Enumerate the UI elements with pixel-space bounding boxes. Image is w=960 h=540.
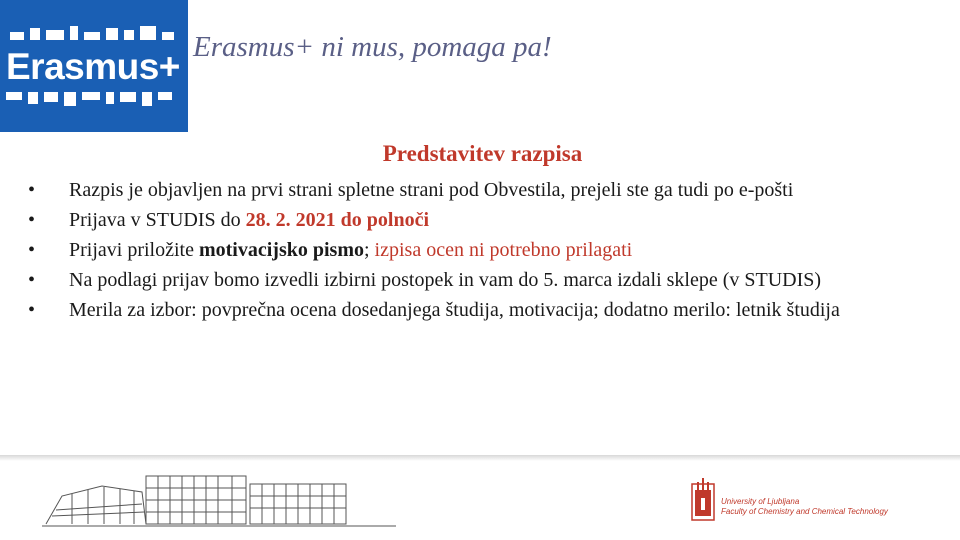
slide-title: Predstavitev razpisa <box>382 141 583 166</box>
bullet-item <box>28 178 933 202</box>
bullet-item <box>28 268 933 292</box>
bullet-text: Merila za izbor: povprečna ocena dosedanjega študija, motivacija; dodatno merilo: letnik študija <box>69 299 840 321</box>
tagline: Erasmus+ ni mus, pomaga pa! <box>193 31 552 63</box>
footer-divider <box>0 455 960 461</box>
bullet-text: ; <box>363 239 375 261</box>
bullet-icon: • <box>28 239 36 261</box>
motivation-letter-text: motivacijsko pismo <box>198 239 364 261</box>
faculty-building-illustration <box>42 470 398 528</box>
bullet-text: Prijava v STUDIS do <box>69 209 246 231</box>
erasmus-logo-text: Erasmus+ <box>6 46 180 87</box>
bullet-item <box>28 208 933 232</box>
bullet-text: Na podlagi prijav bomo izvedli izbirni postopek in vam do 5. marca izdali sklepe (v STUDIS) <box>69 269 822 291</box>
university-logo-icon <box>690 476 718 522</box>
bullet-item <box>28 238 933 262</box>
university-line: University of Ljubljana <box>721 497 800 506</box>
deadline-text: 28. 2. 2021 do polnoči <box>245 209 430 231</box>
bullet-icon: • <box>28 179 36 201</box>
bullet-icon: • <box>28 269 36 291</box>
bullet-icon: • <box>28 299 36 321</box>
bullet-item <box>28 298 933 322</box>
bullet-icon: • <box>28 209 36 231</box>
grades-note-text: izpisa ocen ni potrebno prilagati <box>374 239 633 261</box>
faculty-line: Faculty of Chemistry and Chemical Technology <box>721 507 888 516</box>
bullet-text: Razpis je objavljen na prvi strani spletne strani pod Obvestila, prejeli ste ga tudi po e-pošti <box>69 179 794 201</box>
erasmus-logo <box>0 0 188 132</box>
bullet-list <box>28 178 933 328</box>
bullet-text: Prijavi priložite <box>69 239 199 261</box>
university-name <box>721 497 888 517</box>
